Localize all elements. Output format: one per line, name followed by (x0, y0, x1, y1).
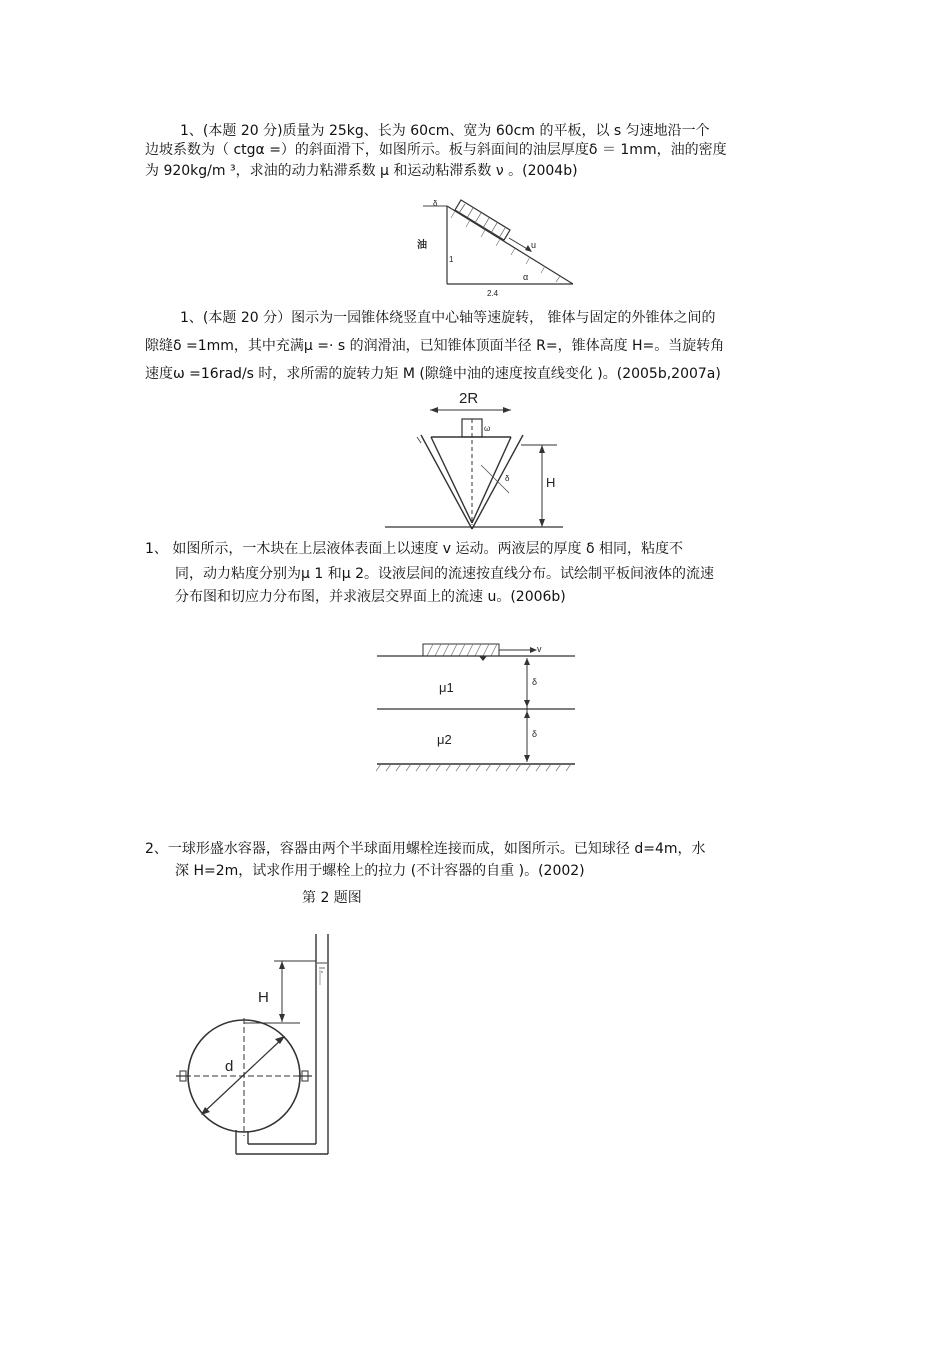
problem-2-caption: 第 2 题图 (302, 890, 362, 906)
label-mu2: μ2 (437, 732, 452, 747)
label-base: 2.4 (487, 289, 499, 298)
label-delta-1a: δ (433, 199, 438, 208)
problem-1a-line-1: 1、(本题 20 分)质量为 25kg、长为 60cm、宽为 60cm 的平板，以 s 匀速地沿一个 (180, 123, 710, 139)
problem-1c-line-1: 1、 如图所示，一木块在上层液体表面上以速度 v 运动。两液层的厚度 δ 相同，粘度不 (145, 541, 684, 557)
label-u: u (531, 240, 537, 250)
problem-2-line-2: 深 H=2m，试求作用于螺栓上的拉力 (不计容器的自重 )。(2002) (175, 863, 585, 879)
figure-inclined-plane (415, 188, 585, 300)
label-mu1: μ1 (439, 680, 454, 695)
problem-1c-line-2: 同，动力粘度分别为μ 1 和μ 2。设液层间的流速按直线分布。试绘制平板间液体的流速 (175, 566, 714, 582)
label-omega: ω (484, 424, 491, 433)
label-alpha: α (523, 272, 529, 282)
problem-1b-line-2: 隙缝δ =1mm，其中充满μ =· s 的润滑油，已知锥体顶面半径 R=，锥体高度 H=。当旋转角 (145, 338, 725, 354)
label-H-cone: H (546, 475, 556, 490)
label-delta-lower: δ (532, 729, 538, 739)
problem-1a-line-3: 为 920kg/m ³，求油的动力粘滞系数 μ 和运动粘滞系数 ν 。(2004b) (145, 163, 578, 179)
label-delta-upper: δ (532, 677, 538, 687)
problem-1c-line-3: 分布图和切应力分布图，并求液层交界面上的流速 u。(2006b) (175, 589, 566, 605)
label-height: 1 (449, 255, 454, 264)
problem-2-line-1: 2、一球形盛水容器，容器由两个半球面用螺栓连接而成，如图所示。已知球径 d=4m，水 (145, 841, 706, 857)
figure-rotating-cone (385, 385, 585, 535)
label-delta-1b: δ (505, 474, 510, 483)
problem-1b-line-3: 速度ω =16rad/s 时，求所需的旋转力矩 M (隙缝中油的速度按直线变化 )。(2005b,2007a) (145, 366, 721, 382)
problem-1b-line-1: 1、(本题 20 分）图示为一园锥体绕竖直中心轴等速旋转， 锥体与固定的外锥体之间的 (180, 310, 716, 326)
figure-spherical-container (170, 930, 345, 1160)
label-oil: 油 (417, 240, 427, 251)
figure-two-liquid-layers (375, 640, 585, 775)
label-2R: 2R (459, 390, 479, 407)
label-v: v (537, 644, 542, 654)
problem-1a-line-2: 边坡系数为（ ctgα =）的斜面滑下，如图所示。板与斜面间的油层厚度δ ＝ 1mm，油的密度 (145, 142, 727, 158)
label-d: d (225, 1058, 234, 1075)
label-H-sphere: H (258, 989, 269, 1006)
